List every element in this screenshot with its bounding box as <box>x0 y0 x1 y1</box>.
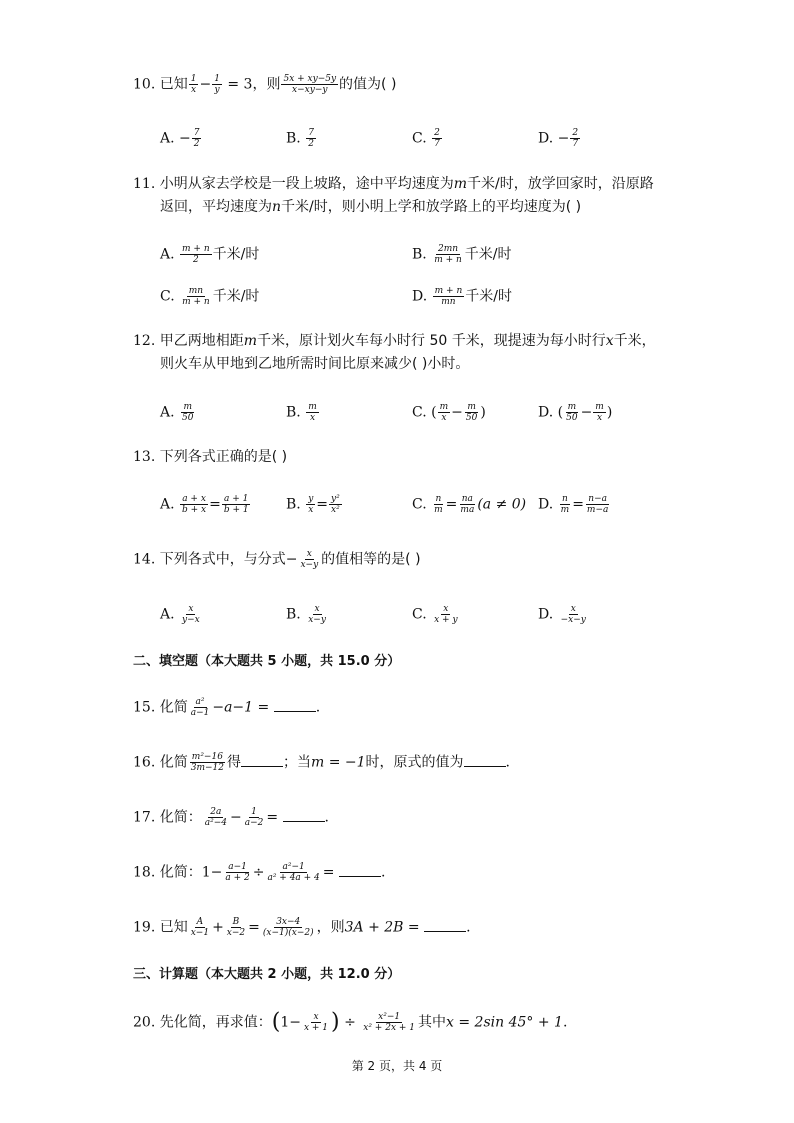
q15-answer-blank[interactable] <box>274 699 316 712</box>
page-footer: 第 2 页，共 4 页 <box>351 1059 443 1073</box>
q11-option-d[interactable]: D. $\frac{m + n}{mn}$ 千米/时 <box>412 286 512 307</box>
section-calculation-heading: 三、计算题（本大题共 2 小题，共 12.0 分） <box>133 967 401 982</box>
q12-option-a[interactable]: A. $\frac{m}{50}$ <box>160 402 194 423</box>
q12-stem-line1: 12. 甲乙两地相距m千米，原计划火车每小时行 50 千米，现提速为每小时行x千米， <box>133 333 656 349</box>
q13-option-b[interactable]: B. $\frac{y}{x}$ = $\frac{\text{y²}}{\text{x²}}$ <box>286 494 340 515</box>
q10-option-d[interactable]: D. − $\frac{2}{7}$ <box>538 128 579 149</box>
q17-answer-blank[interactable] <box>283 809 325 822</box>
q13-option-c[interactable]: C. $\frac{n}{m}$ = $\frac{na}{ma}$ (a ≠ 0) <box>412 494 527 515</box>
q14-stem: 14. 下列各式中，与分式− $\frac{x}{x-y}$ 的值相等的是( ) <box>133 549 421 570</box>
q10-option-a[interactable]: A. − $\frac{7}{2}$ <box>160 128 200 149</box>
q20: 20. 先化简，再求值：(1− $\frac{x}{x + 1}$ ) ÷ $\frac{\text{x²−1}}{\text{x² + 2x + 1}}$ 其中x = 2sin 45° + 1. <box>133 1009 568 1035</box>
q16: 16. 化简 $\frac{\text{m²−16}}{3m-12}$ 得 ；当m = −1时，原式的值为 . <box>133 752 510 773</box>
q18: 18. 化简：1− $\frac{a-1}{a + 2}$ ÷ $\frac{\text{a²−1}}{\text{a² + 4a + 4}}$ = . <box>133 862 386 883</box>
q12-option-c[interactable]: C. ( $\frac{m}{x}$ − $\frac{m}{50}$ ) <box>412 402 486 423</box>
q16-answer-blank-1[interactable] <box>241 754 283 767</box>
q13-option-d[interactable]: D. $\frac{n}{m}$ = $\frac{n-a}{m-a}$ <box>538 494 609 515</box>
q11-option-a[interactable]: A. $\frac{m + n}{2}$ 千米/时 <box>160 244 260 265</box>
section-fill-in-heading: 二、填空题（本大题共 5 小题，共 15.0 分） <box>133 654 401 669</box>
q18-answer-blank[interactable] <box>339 864 381 877</box>
q10-option-b[interactable]: B. $\frac{7}{2}$ <box>286 128 314 149</box>
q12-option-b[interactable]: B. $\frac{m}{x}$ <box>286 402 317 423</box>
q14-option-c[interactable]: C. $\frac{x}{x + y}$ <box>412 604 458 625</box>
q12-stem-line2: 则火车从甲地到乙地所需时间比原来减少( )小时。 <box>160 356 470 372</box>
q10-stem: 10. 已知 $\frac{1}{x}$ − $\frac{1}{y}$ = 3，则 $\frac{5x + xy-5y}{x-xy-y}$ 的值为( ) <box>133 74 397 95</box>
q14-option-a[interactable]: A. $\frac{x}{y-x}$ <box>160 604 200 625</box>
q10-number: 10. <box>133 76 156 93</box>
q16-answer-blank-2[interactable] <box>464 754 506 767</box>
q15: 15. 化简 $\frac{\text{a²}}{a-1}$ −a−1 = . <box>133 697 321 718</box>
q14-option-d[interactable]: D. $\frac{x}{-x-y}$ <box>538 604 586 625</box>
q10-option-c[interactable]: C. $\frac{2}{7}$ <box>412 128 440 149</box>
q13-option-a[interactable]: A. $\frac{a + x}{b + x}$ = $\frac{a + 1}{b + 1}$ <box>160 494 249 515</box>
q19-answer-blank[interactable] <box>424 919 466 932</box>
q17: 17. 化简： $\frac{2a}{\text{a²−4}}$ − $\frac{1}{a-2}$ = . <box>133 807 329 828</box>
q11-stem-line1: 11. 小明从家去学校是一段上坡路，途中平均速度为m千米/时，放学回家时，沿原路 <box>133 176 654 192</box>
q11-option-c[interactable]: C. $\frac{mn}{m + n}$ 千米/时 <box>160 286 260 307</box>
q14-option-b[interactable]: B. $\frac{x}{x-y}$ <box>286 604 326 625</box>
q11-option-b[interactable]: B. $\frac{2mn}{m + n}$ 千米/时 <box>412 244 512 265</box>
q19: 19. 已知 $\frac{A}{x-1}$ + $\frac{B}{x-2}$ = $\frac{3x-4}{(x-1)(x-2)}$ ，则3A + 2B = . <box>133 917 471 938</box>
q11-stem-line2: 返回，平均速度为n千米/时，则小明上学和放学路上的平均速度为( ) <box>160 199 582 215</box>
q12-option-d[interactable]: D. ( $\frac{m}{50}$ − $\frac{m}{x}$ ) <box>538 402 613 423</box>
q13-stem: 13. 下列各式正确的是( ) <box>133 449 288 465</box>
